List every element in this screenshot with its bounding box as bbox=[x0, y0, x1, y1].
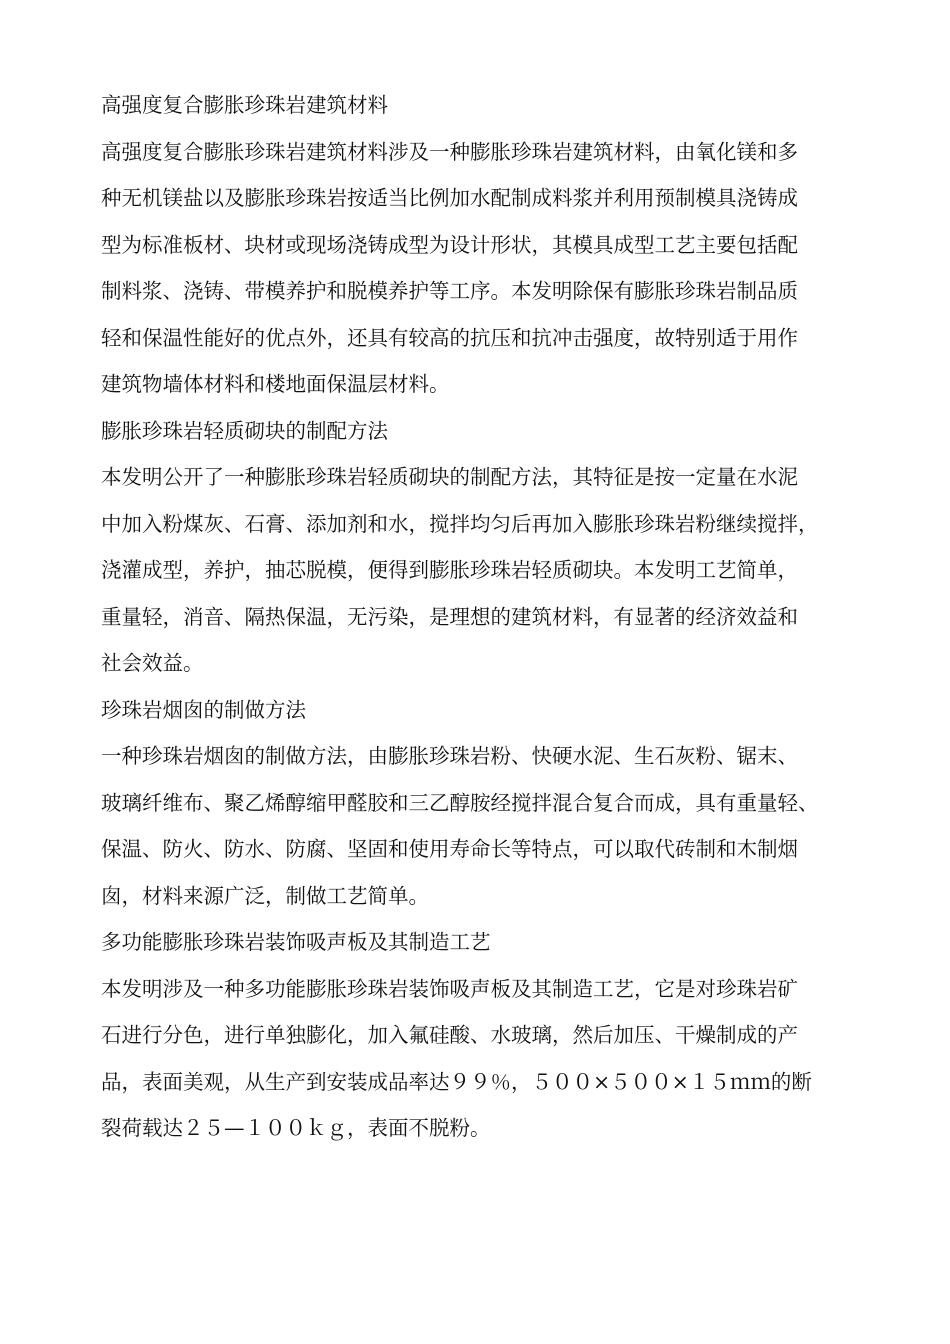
body-line: 高强度复合膨胀珍珠岩建筑材料涉及一种膨胀珍珠岩建筑材料，由氧化镁和多 bbox=[101, 139, 798, 164]
section-body bbox=[101, 454, 871, 687]
document-page bbox=[101, 82, 871, 1152]
section-title: 高强度复合膨胀珍珠岩建筑材料 bbox=[101, 93, 388, 117]
body-line: 品，表面美观，从生产到安装成品率达９９％，５００×５００×１５ｍｍ的断 bbox=[101, 1069, 812, 1094]
body-line: 浇灌成型，养护，抽芯脱模，便得到膨胀珍珠岩轻质砌块。本发明工艺简单， bbox=[101, 558, 798, 582]
body-line: 制料浆、浇铸、带模养护和脱模养护等工序。本发明除保有膨胀珍珠岩制品质 bbox=[101, 279, 798, 303]
body-line: 本发明涉及一种多功能膨胀珍珠岩装饰吸声板及其制造工艺，它是对珍珠岩矿 bbox=[101, 976, 798, 1001]
section-body bbox=[101, 733, 871, 919]
body-line: 型为标准板材、块材或现场浇铸成型为设计形状，其模具成型工艺主要包括配 bbox=[101, 232, 798, 257]
body-line: 社会效益。 bbox=[101, 651, 204, 675]
body-line: 玻璃纤维布、聚乙烯醇缩甲醛胶和三乙醇胺经搅拌混合复合而成，具有重量轻、 bbox=[101, 790, 819, 815]
section-title: 膨胀珍珠岩轻质砌块的制配方法 bbox=[101, 418, 388, 443]
section-title: 多功能膨胀珍珠岩装饰吸声板及其制造工艺 bbox=[101, 930, 491, 954]
body-line: 中加入粉煤灰、石膏、添加剂和水，搅拌均匀后再加入膨胀珍珠岩粉继续搅拌， bbox=[101, 511, 819, 536]
body-line: 轻和保温性能好的优点外，还具有较高的抗压和抗冲击强度，故特别适于用作 bbox=[101, 325, 798, 350]
body-line: 重量轻，消音、隔热保温，无污染，是理想的建筑材料，有显著的经济效益和 bbox=[101, 604, 798, 629]
body-line: 石进行分色，进行单独膨化，加入氟硅酸、水玻璃，然后加压、干燥制成的产 bbox=[101, 1023, 798, 1047]
section-body bbox=[101, 129, 871, 408]
section-body bbox=[101, 966, 871, 1152]
body-line: 囱，材料来源广泛，制做工艺简单。 bbox=[101, 883, 429, 908]
body-line: 保温、防火、防水、防腐、坚固和使用寿命长等特点，可以取代砖制和木制烟 bbox=[101, 837, 798, 861]
body-line: 本发明公开了一种膨胀珍珠岩轻质砌块的制配方法，其特征是按一定量在水泥 bbox=[101, 465, 798, 489]
body-line: 一种珍珠岩烟囱的制做方法，由膨胀珍珠岩粉、快硬水泥、生石灰粉、锯末、 bbox=[101, 744, 798, 768]
body-line: 建筑物墙体材料和楼地面保温层材料。 bbox=[101, 372, 450, 396]
section-title: 珍珠岩烟囱的制做方法 bbox=[101, 697, 306, 722]
body-line: 种无机镁盐以及膨胀珍珠岩按适当比例加水配制成料浆并利用预制模具浇铸成 bbox=[101, 186, 798, 210]
body-line: 裂荷载达２５—１００ｋｇ，表面不脱粉。 bbox=[101, 1116, 491, 1140]
